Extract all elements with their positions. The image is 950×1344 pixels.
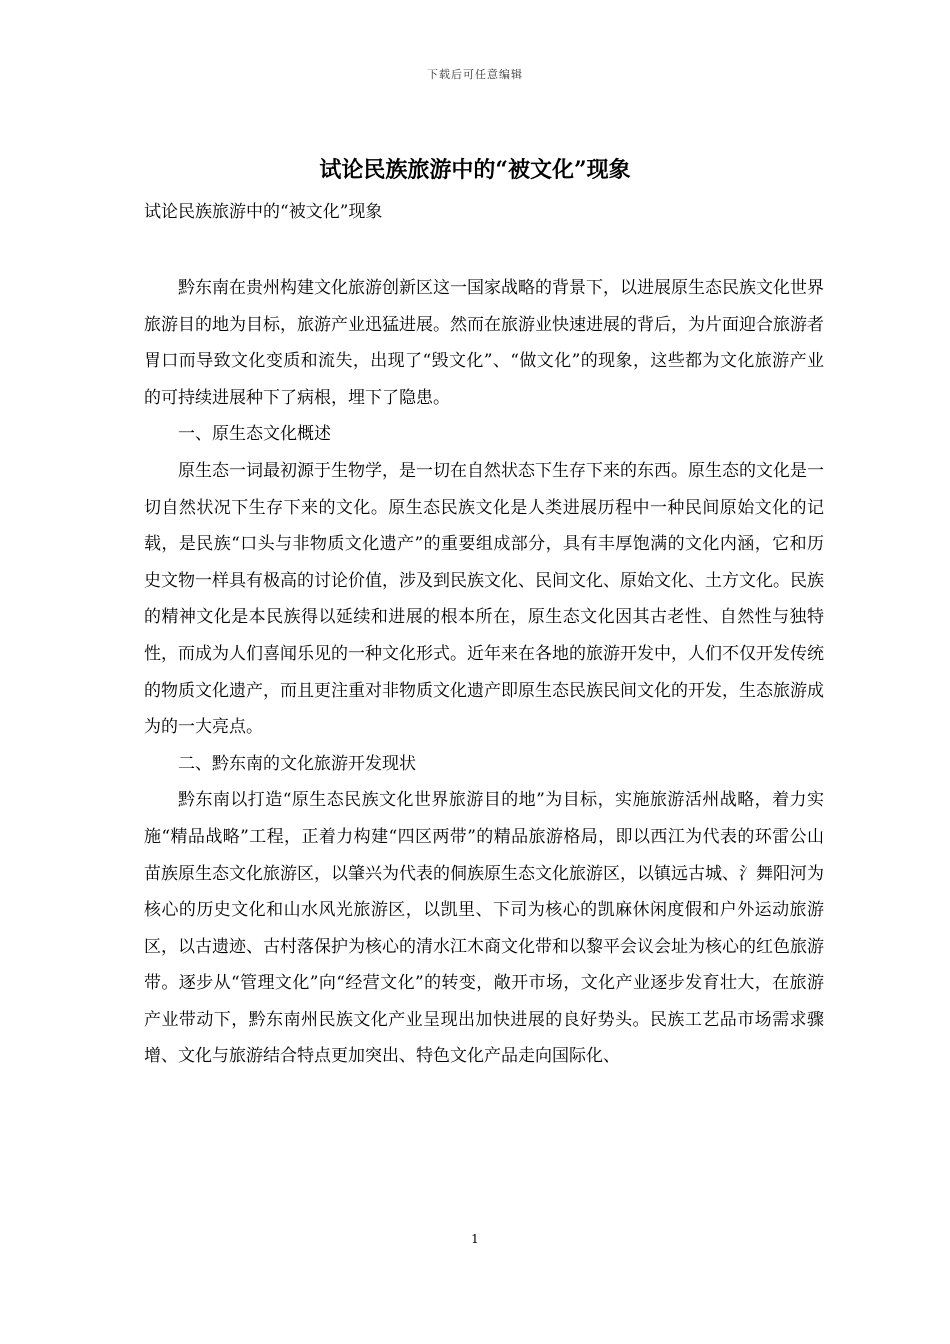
document-title: 试论民族旅游中的“被文化”现象 — [319, 157, 631, 183]
header-note: 下载后可任意编辑 — [427, 68, 523, 81]
section-heading-1: 一、原生态文化概述 — [178, 424, 331, 445]
document-body — [144, 270, 824, 1075]
paragraph-section-1: 原生态一词最初源于生物学，是一切在自然状态下生存下来的东西。原生态的文化是一切自然状况下生存下来的文化。原生态民族文化是人类进展历程中一种民间原始文化的记载，是民族“口头与非物质文化遗产”的重要组成部分，具有丰厚饱满的文化内涵，它和历史文物一样具有极高的讨论价值，涉及到民族文化、民间文化、原始文化、土方文化。民族的精神文化是本民族得以延续和进展的根本所在，原生态文化因其古老性、自然性与独特性，而成为人们喜闻乐见的一种文化形式。近年来在各地的旅游开发中，人们不仅开发传统的物质文化遗产，而且更注重对非物质文化遗产即原生态民族民间文化的开发，生态旅游成为的一大亮点。 — [144, 460, 824, 738]
paragraph-section-2: 黔东南以打造“原生态民族文化世界旅游目的地”为目标，实施旅游活州战略，着力实施“精品战略”工程，正着力构建“四区两带”的精品旅游格局，即以西江为代表的环雷公山苗族原生态文化旅游区，以肇兴为代表的侗族原生态文化旅游区，以镇远古城、氵舞阳河为核心的历史文化和山水风光旅游区，以凯里、下司为核心的凯麻休闲度假和户外运动旅游区，以古遗迹、古村落保护为核心的清水江木商文化带和以黎平会议会址为核心的红色旅游带。逐步从“管理文化”向“经营文化”的转变，敞开市场，文化产业逐步发育壮大，在旅游产业带动下，黔东南州民族文化产业呈现出加快进展的良好势头。民族工艺品市场需求骤增、文化与旅游结合特点更加突出、特色文化产品走向国际化、 — [144, 790, 824, 1067]
section-heading-2: 二、黔东南的文化旅游开发现状 — [178, 753, 416, 774]
page-number: 1 — [471, 1232, 479, 1246]
document-subtitle: 试论民族旅游中的“被文化”现象 — [144, 202, 383, 222]
paragraph-intro: 黔东南在贵州构建文化旅游创新区这一国家战略的背景下，以进展原生态民族文化世界旅游目的地为目标，旅游产业迅猛进展。然而在旅游业快速进展的背后，为片面迎合旅游者胃口而导致文化变质和流失，出现了“毁文化”、“做文化”的现象，这些都为文化旅游产业的可持续进展种下了病根，埋下了隐患。 — [144, 278, 824, 408]
